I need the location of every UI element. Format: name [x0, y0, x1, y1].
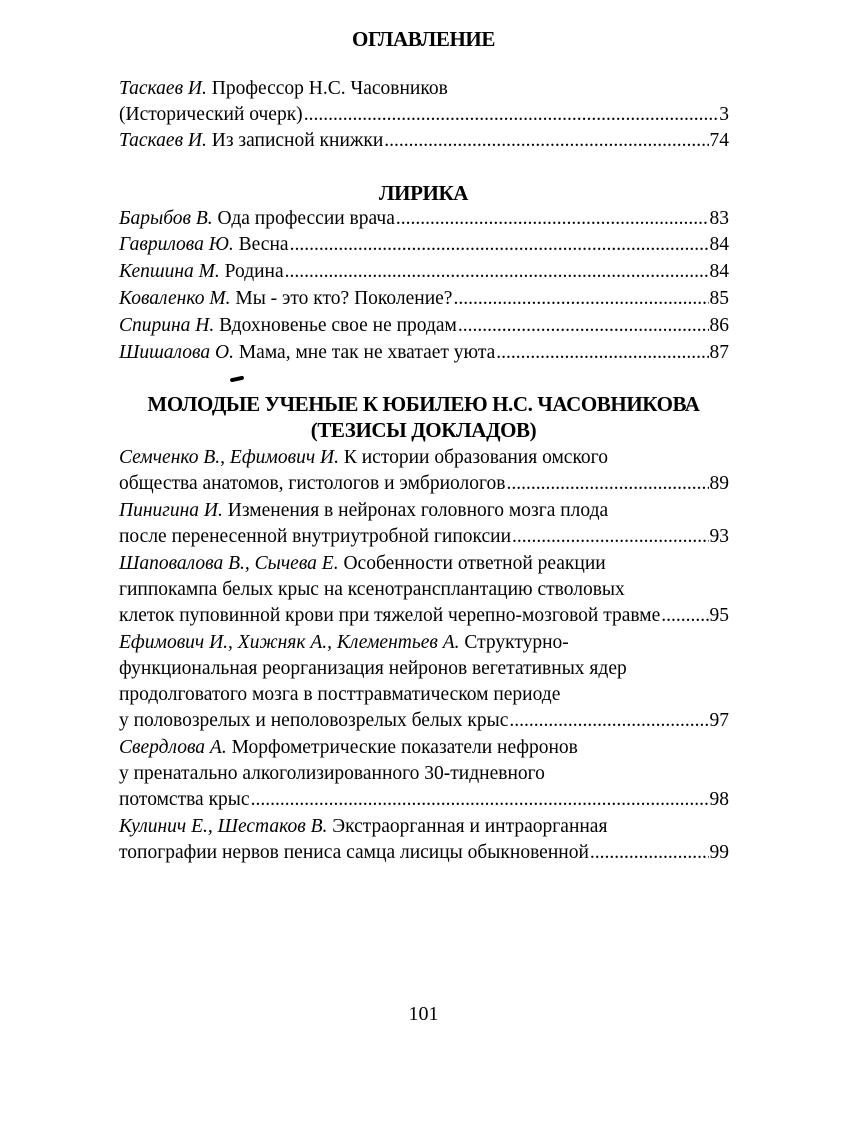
entry-author: Шишалова О.	[119, 342, 234, 363]
toc-entry	[119, 656, 729, 682]
toc-entry	[119, 471, 729, 497]
entry-page: 93	[709, 526, 729, 547]
entry-page: 87	[709, 342, 729, 363]
entry-title: Ода профессии врача	[217, 208, 395, 229]
entry-title: К истории образования омского	[343, 447, 608, 468]
entry-title: Мама, мне так не хватает уюта	[238, 342, 496, 363]
entry-author: Коваленко М.	[119, 288, 231, 309]
entry-title: Мы - это кто? Поколение?	[235, 288, 453, 309]
entry-author: Семченко В., Ефимович И.	[119, 447, 339, 468]
entry-author: Таскаев И.	[119, 130, 207, 151]
entry-page: 84	[709, 234, 729, 255]
entry-page: 95	[709, 605, 729, 626]
dot-leader	[458, 313, 709, 339]
entry-title: у половозрелых и неполовозрелых белых крыс	[119, 710, 509, 731]
dot-leader	[304, 102, 719, 128]
toc-entry	[119, 232, 729, 258]
toc-entry	[119, 735, 729, 761]
toc-entry	[119, 259, 729, 285]
entry-author: Ефимович И., Хижняк А., Клементьев А.	[119, 632, 460, 653]
toc-entry	[119, 206, 729, 232]
toc-entry	[119, 787, 729, 813]
entry-page: 98	[709, 789, 729, 810]
entry-title: Экстраорганная и интраорганная	[332, 816, 608, 837]
entry-title: гиппокампа белых крыс на ксенотрансплантацию стволовых	[119, 579, 625, 600]
dot-leader	[507, 471, 709, 497]
dot-leader	[290, 232, 709, 258]
entry-author: Гаврилова Ю.	[119, 234, 234, 255]
toc-entry	[119, 761, 729, 787]
entry-author: Кулинич Е., Шестаков В.	[119, 816, 328, 837]
entry-author: Спирина Н.	[119, 315, 215, 336]
entry-page: 86	[709, 315, 729, 336]
entry-page: 84	[709, 261, 729, 282]
toc-entry	[119, 128, 729, 154]
toc-entry	[119, 577, 729, 603]
dot-leader	[453, 286, 708, 312]
toc-entry	[119, 313, 729, 339]
entry-author: Свердлова А.	[119, 737, 227, 758]
entry-author: Кепшина М.	[119, 261, 220, 282]
section-title: ЛИРИКА	[378, 181, 469, 205]
entry-title: Весна	[238, 234, 289, 255]
entry-page: 74	[709, 130, 729, 151]
section-subtitle: (ТЕЗИСЫ ДОКЛАДОВ)	[310, 418, 537, 442]
entry-title: после перенесенной внутриутробной гипоксии	[119, 526, 512, 547]
entry-title: продолговатого мозга в посттравматическом периоде	[119, 684, 561, 705]
dot-leader	[509, 708, 708, 734]
entry-title: Вдохновенье свое не продам	[219, 315, 457, 336]
toc-entry	[119, 840, 729, 866]
dot-leader	[496, 340, 708, 366]
dot-leader	[251, 787, 709, 813]
dot-leader	[396, 206, 709, 232]
toc-entry	[119, 682, 729, 708]
entry-page: 89	[709, 473, 729, 494]
toc-entry	[119, 603, 729, 629]
entry-page: 97	[709, 710, 729, 731]
entry-title: Особенности ответной реакции	[343, 553, 606, 574]
toc-entry	[119, 102, 729, 128]
entry-title: потомства крыс	[119, 789, 250, 810]
entry-page: 85	[709, 288, 729, 309]
entry-title: Структурно-	[464, 632, 569, 653]
dot-leader	[285, 259, 709, 285]
entry-author: Таскаев И.	[119, 78, 207, 99]
dot-leader	[384, 128, 708, 154]
toc-entry	[119, 708, 729, 734]
entry-title: Родина	[224, 261, 284, 282]
entry-title: у пренатально алкоголизированного 30-тидневного	[119, 763, 545, 784]
toc-entry	[119, 630, 729, 656]
toc-entry	[119, 524, 729, 550]
page-number: 101	[408, 1003, 439, 1025]
entry-author: Пинигина И.	[119, 500, 223, 521]
toc-entry	[119, 286, 729, 312]
ink-mark	[230, 376, 245, 383]
entry-author: Шаповалова В., Сычева Е.	[119, 553, 339, 574]
toc-entry	[119, 445, 729, 471]
entry-title: топографии нервов пениса самца лисицы обыкновенной	[119, 842, 589, 863]
entry-title: клеток пуповинной крови при тяжелой черепно-мозговой травме	[119, 605, 661, 626]
entry-title: Профессор Н.С. Часовников	[211, 78, 448, 99]
entry-page: 3	[719, 104, 729, 125]
entry-title: Изменения в нейронах головного мозга плода	[227, 500, 609, 521]
dot-leader	[661, 603, 708, 629]
section-title: МОЛОДЫЕ УЧЕНЫЕ К ЮБИЛЕЮ Н.С. ЧАСОВНИКОВА	[147, 392, 700, 416]
toc-entry	[119, 551, 729, 577]
toc-entry	[119, 498, 729, 524]
entry-page: 83	[709, 208, 729, 229]
entry-title: Из записной книжки	[211, 130, 384, 151]
entry-title: общества анатомов, гистологов и эмбриологов	[119, 473, 506, 494]
dot-leader	[512, 524, 708, 550]
toc-entry	[119, 340, 729, 366]
entry-page: 99	[709, 842, 729, 863]
toc-entry	[119, 814, 729, 840]
dot-leader	[590, 840, 709, 866]
entry-title: функциональная реорганизация нейронов вегетативных ядер	[119, 658, 627, 679]
entry-title: Морфометрические показатели нефронов	[231, 737, 578, 758]
entry-title: (Исторический очерк)	[119, 104, 303, 125]
toc-entry	[119, 76, 729, 102]
toc-title: ОГЛАВЛЕНИЕ	[352, 27, 495, 51]
entry-author: Барыбов В.	[119, 208, 213, 229]
